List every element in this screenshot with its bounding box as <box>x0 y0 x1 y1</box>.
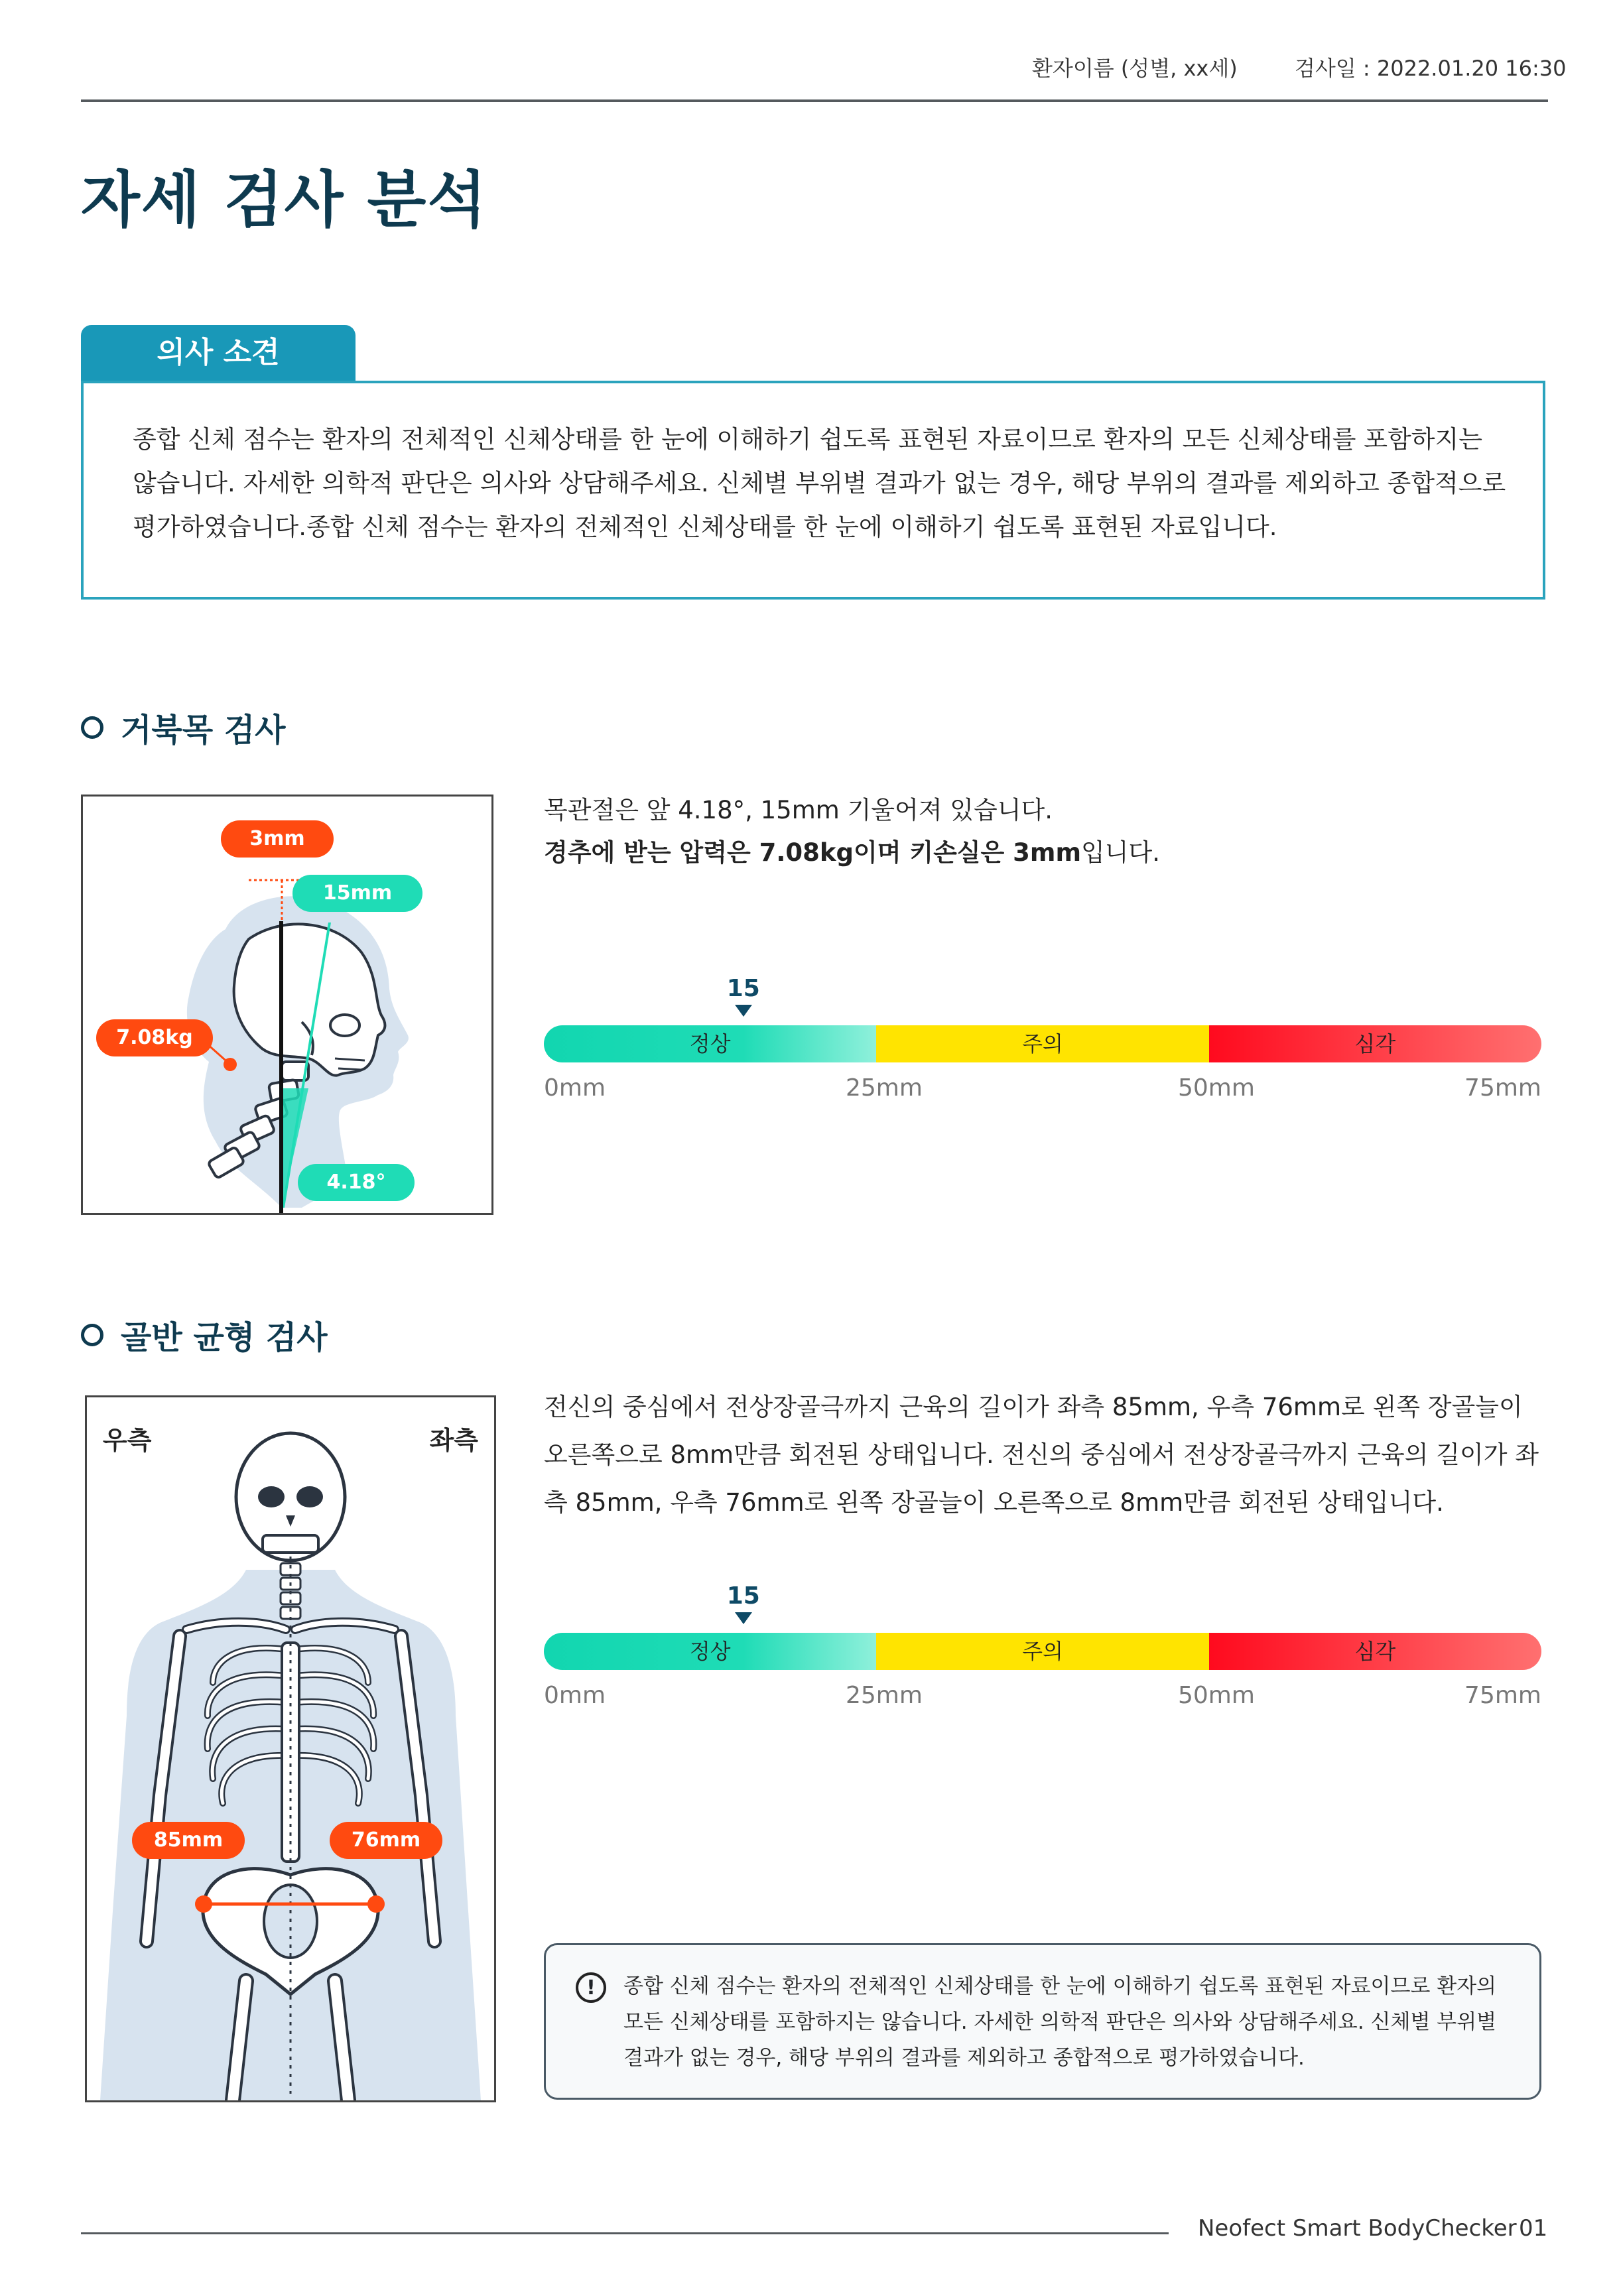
pelvis-gauge <box>544 1582 1541 1722</box>
notice-text: 종합 신체 점수는 환자의 전체적인 신체상태를 한 눈에 이해하기 쉽도록 표현된 자료이므로 환자의 모든 신체상태를 포함하지는 않습니다. 자세한 의학적 판단은 의사와 상담해주세요. 신체별 부위별 결과가 없는 경우, 해당 부위의 결과를 제외하고 종합적으로 평가하였습니다. <box>623 1974 1497 2070</box>
pelvis-left-length-label: 76mm <box>330 1822 442 1859</box>
pelvis-section-title <box>81 1312 328 1358</box>
patient-info: 환자이름 (성별, xx세) <box>1032 56 1238 81</box>
circle-bullet-icon <box>81 1324 103 1346</box>
footer-divider <box>81 2232 1169 2234</box>
gauge-tick: 0mm <box>544 1074 606 1102</box>
marker-triangle-icon <box>735 1005 752 1017</box>
pelvis-description: 전신의 중심에서 전상장골극까지 근육의 길이가 좌측 85mm, 우측 76mm로 왼쪽 장골늘이 오른쪽으로 8mm만큼 회전된 상태입니다. 전신의 중심에서 전상장골극까지 근육의 길이가 좌측 85mm, 우측 76mm로 왼쪽 장골늘이 오른쪽으로 8mm만큼 회전된 상태입니다. <box>544 1393 1539 1517</box>
pelvis-gauge-marker <box>724 1582 763 1624</box>
gauge-segment-caution: 주의 <box>876 1633 1208 1670</box>
neck-description <box>544 789 1545 874</box>
gauge-tick: 50mm <box>1178 1074 1255 1102</box>
gauge-segment-normal: 정상 <box>544 1025 876 1062</box>
gauge-tick: 25mm <box>846 1682 923 1709</box>
gauge-segment-caution: 주의 <box>876 1025 1208 1062</box>
pelvis-gauge-value: 15 <box>726 1582 760 1610</box>
gauge-tick: 75mm <box>1464 1682 1541 1709</box>
neck-gap-label: 3mm <box>221 820 334 858</box>
opinion-tab: 의사 소견 <box>81 325 356 381</box>
gauge-tick: 75mm <box>1464 1074 1541 1102</box>
gauge-tick: 0mm <box>544 1682 606 1709</box>
neck-section-title <box>81 704 286 750</box>
exam-date: 검사일 : 2022.01.20 16:30 <box>1295 56 1567 81</box>
neck-gauge-value: 15 <box>726 975 760 1002</box>
pelvis-gauge-bar <box>544 1633 1541 1670</box>
exclamation-icon: ! <box>576 1972 606 2003</box>
neck-desc-rest: 입니다. <box>1081 838 1161 867</box>
neck-gauge <box>544 975 1541 1114</box>
neck-forward-label: 15mm <box>292 875 422 912</box>
pelvis-right-length-label: 85mm <box>132 1822 245 1859</box>
page-number: 01 <box>1519 2215 1548 2242</box>
gauge-segment-severe: 심각 <box>1209 1633 1541 1670</box>
marker-triangle-icon <box>735 1612 752 1624</box>
gauge-tick: 25mm <box>846 1074 923 1102</box>
skeleton-icon <box>87 1397 494 2100</box>
neck-section-label: 거북목 검사 <box>121 712 286 749</box>
pelvis-section-label: 골반 균형 검사 <box>121 1319 328 1356</box>
neck-desc-line2 <box>544 832 1545 874</box>
neck-gauge-marker <box>724 975 763 1017</box>
neck-angle-label: 4.18° <box>298 1164 415 1201</box>
page-title: 자세 검사 분석 <box>81 164 488 235</box>
gauge-segment-normal: 정상 <box>544 1633 876 1670</box>
header-divider <box>81 99 1548 102</box>
circle-bullet-icon <box>81 716 103 739</box>
neck-skeleton-icon <box>83 797 491 1213</box>
neck-gauge-bar <box>544 1025 1541 1062</box>
gauge-segment-severe: 심각 <box>1209 1025 1541 1062</box>
neck-desc-line1: 목관절은 앞 4.18°, 15mm 기울어져 있습니다. <box>544 796 1053 824</box>
neck-illustration <box>81 795 493 1215</box>
opinion-text: 종합 신체 점수는 환자의 전체적인 신체상태를 한 눈에 이해하기 쉽도록 표현된 자료이므로 환자의 모든 신체상태를 포함하지는 않습니다. 자세한 의학적 판단은 의사와 상담해주세요. 신체별 부위별 결과가 없는 경우, 해당 부위의 결과를 제외하고 종합적으로 평가하였습니다.종합 신체 점수는 환자의 전체적인 신체상태를 한 눈에 이해하기 쉽도록 표현된 자료입니다. <box>133 425 1506 541</box>
left-side-label: 좌측 <box>429 1426 478 1455</box>
neck-desc-bold: 경추에 받는 압력은 7.08kg이며 키손실은 3mm <box>544 838 1082 867</box>
neck-pressure-label: 7.08kg <box>96 1019 213 1056</box>
footer-brand: Neofect Smart BodyChecker <box>1198 2215 1517 2242</box>
right-side-label: 우측 <box>103 1426 152 1455</box>
gauge-tick: 50mm <box>1178 1682 1255 1709</box>
pelvis-illustration <box>85 1395 496 2102</box>
